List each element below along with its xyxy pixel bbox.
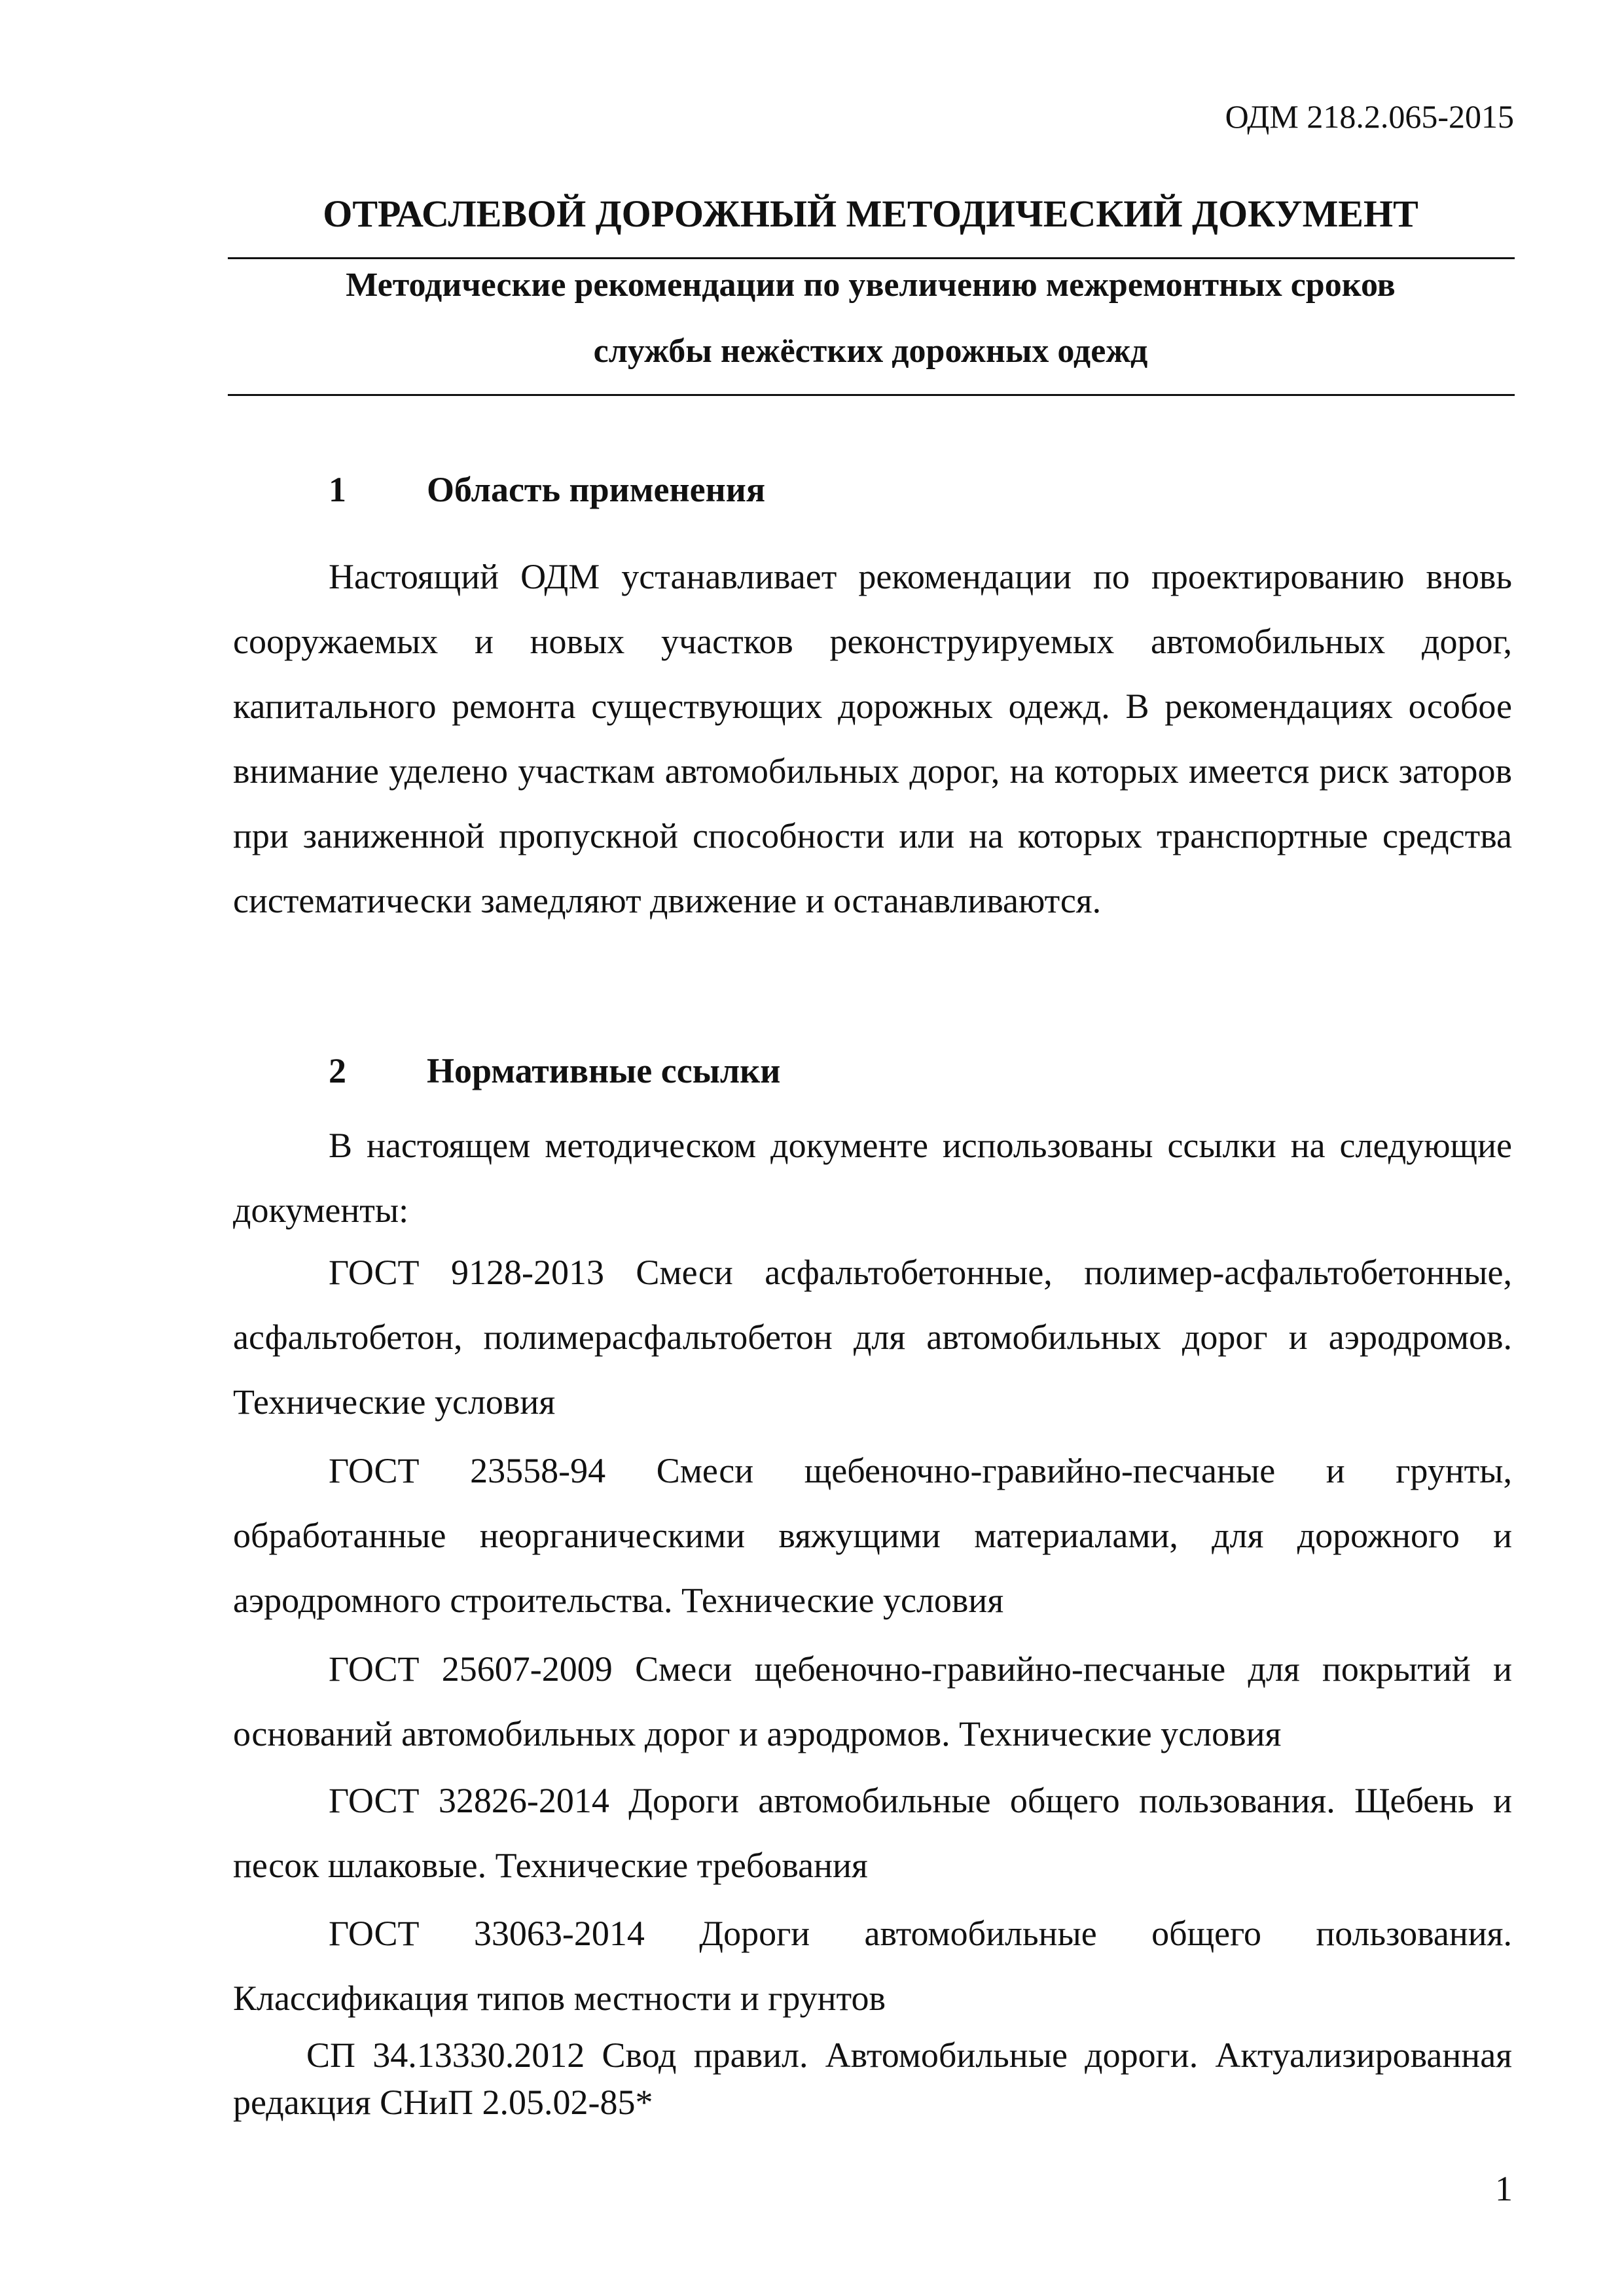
scope-paragraph: Настоящий ОДМ устанавливает рекомендации по проектированию вновь сооружаемых и новых участков реконструируемых автомобильных дорог, капитального ремонта существующих дорожных одежд. В рекомендациях особое внимание уделено участкам автомобильных дорог, на которых имеется риск заторов при заниженной пропускной способности или на которых транспортные средства систематически замедляют движение и останавливаются. <box>233 557 1512 920</box>
references-intro-paragraph: В настоящем методическом документе использованы ссылки на следующие документы: <box>233 1126 1512 1230</box>
document-type-title: ОТРАСЛЕВОЙ ДОРОЖНЫЙ МЕТОДИЧЕСКИЙ ДОКУМЕНТ <box>323 192 1418 235</box>
reference-item: СП 34.13330.2012 Свод правил. Автомобильные дороги. Актуализированная редакция СНиП 2.05.02-85* <box>233 2036 1512 2122</box>
section-number: 2 <box>329 1051 346 1090</box>
title-divider-top <box>228 257 1515 259</box>
document-code: ОДМ 218.2.065-2015 <box>1225 98 1514 135</box>
reference-item: ГОСТ 23558-94 Смеси щебеночно-гравийно-песчаные и грунты, обработанные неорганическими вяжущими материалами, для дорожного и аэродромного строительства. Технические условия <box>233 1451 1512 1620</box>
document-subtitle-line-1: Методические рекомендации по увеличению межремонтных сроков <box>346 266 1396 304</box>
section-number: 1 <box>329 470 346 509</box>
title-divider-bottom <box>228 394 1515 396</box>
page-number: 1 <box>1495 2169 1513 2208</box>
reference-item: ГОСТ 9128-2013 Смеси асфальтобетонные, полимер-асфальтобетонные, асфальтобетон, полимерасфальтобетон для автомобильных дорог и аэродромов. Технические условия <box>233 1253 1512 1422</box>
section-title: Область применения <box>427 470 766 509</box>
document-subtitle-line-2: службы нежёстких дорожных одежд <box>593 332 1148 370</box>
section-title: Нормативные ссылки <box>427 1051 781 1090</box>
reference-item: ГОСТ 25607-2009 Смеси щебеночно-гравийно-песчаные для покрытий и оснований автомобильных дорог и аэродромов. Технические условия <box>233 1649 1512 1753</box>
reference-item: ГОСТ 33063-2014 Дороги автомобильные общего пользования. Классификация типов местности и грунтов <box>233 1914 1512 2018</box>
reference-item: ГОСТ 32826-2014 Дороги автомобильные общего пользования. Щебень и песок шлаковые. Технические требования <box>233 1781 1512 1885</box>
